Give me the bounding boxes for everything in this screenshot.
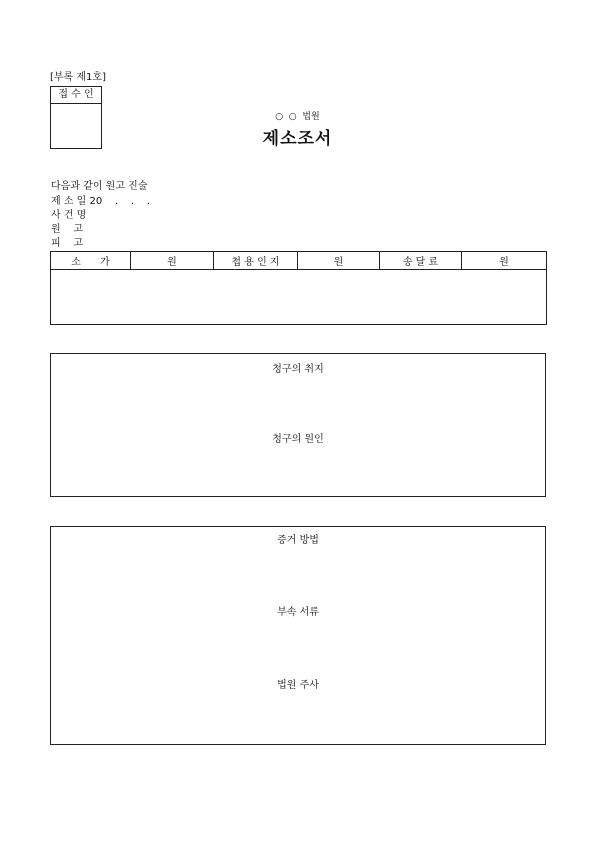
- fee-header-service-fee: 송 달 료: [380, 252, 462, 270]
- receipt-stamp-label: 접 수 인: [51, 87, 101, 104]
- case-name-line: 사 건 명: [51, 210, 87, 221]
- attachments-label: 부속 서류: [277, 607, 319, 618]
- fee-header-won-3: 원: [462, 252, 547, 270]
- plaintiff-line: 원 고: [51, 224, 84, 235]
- fee-table-body-row: [51, 270, 547, 325]
- court-clerk-label: 법원 주사: [277, 680, 319, 691]
- court-name-line: ○ ○ 법원: [275, 112, 320, 122]
- claim-cause-label: 청구의 원인: [272, 434, 324, 445]
- fee-header-won-2: 원: [298, 252, 380, 270]
- appendix-label: [부록 제1호]: [50, 72, 106, 83]
- fee-header-stamp: 첩 용 인 지: [214, 252, 298, 270]
- evidence-box: [50, 526, 546, 745]
- fee-header-claim-value: 소 가: [51, 252, 131, 270]
- fee-table-body-cell: [51, 270, 547, 325]
- defendant-line: 피 고: [51, 238, 84, 249]
- fee-table: [50, 251, 547, 325]
- evidence-method-label: 증거 방법: [277, 535, 319, 546]
- claim-purpose-label: 청구의 취지: [272, 364, 324, 375]
- claims-box: [50, 353, 546, 497]
- filing-date-line: 제 소 일 20 . . .: [51, 196, 150, 207]
- fee-header-won-1: 원: [131, 252, 214, 270]
- fee-table-header-row: [51, 252, 547, 270]
- document-title: 제소조서: [262, 129, 333, 149]
- intro-line: 다음과 같이 원고 진술: [51, 181, 148, 192]
